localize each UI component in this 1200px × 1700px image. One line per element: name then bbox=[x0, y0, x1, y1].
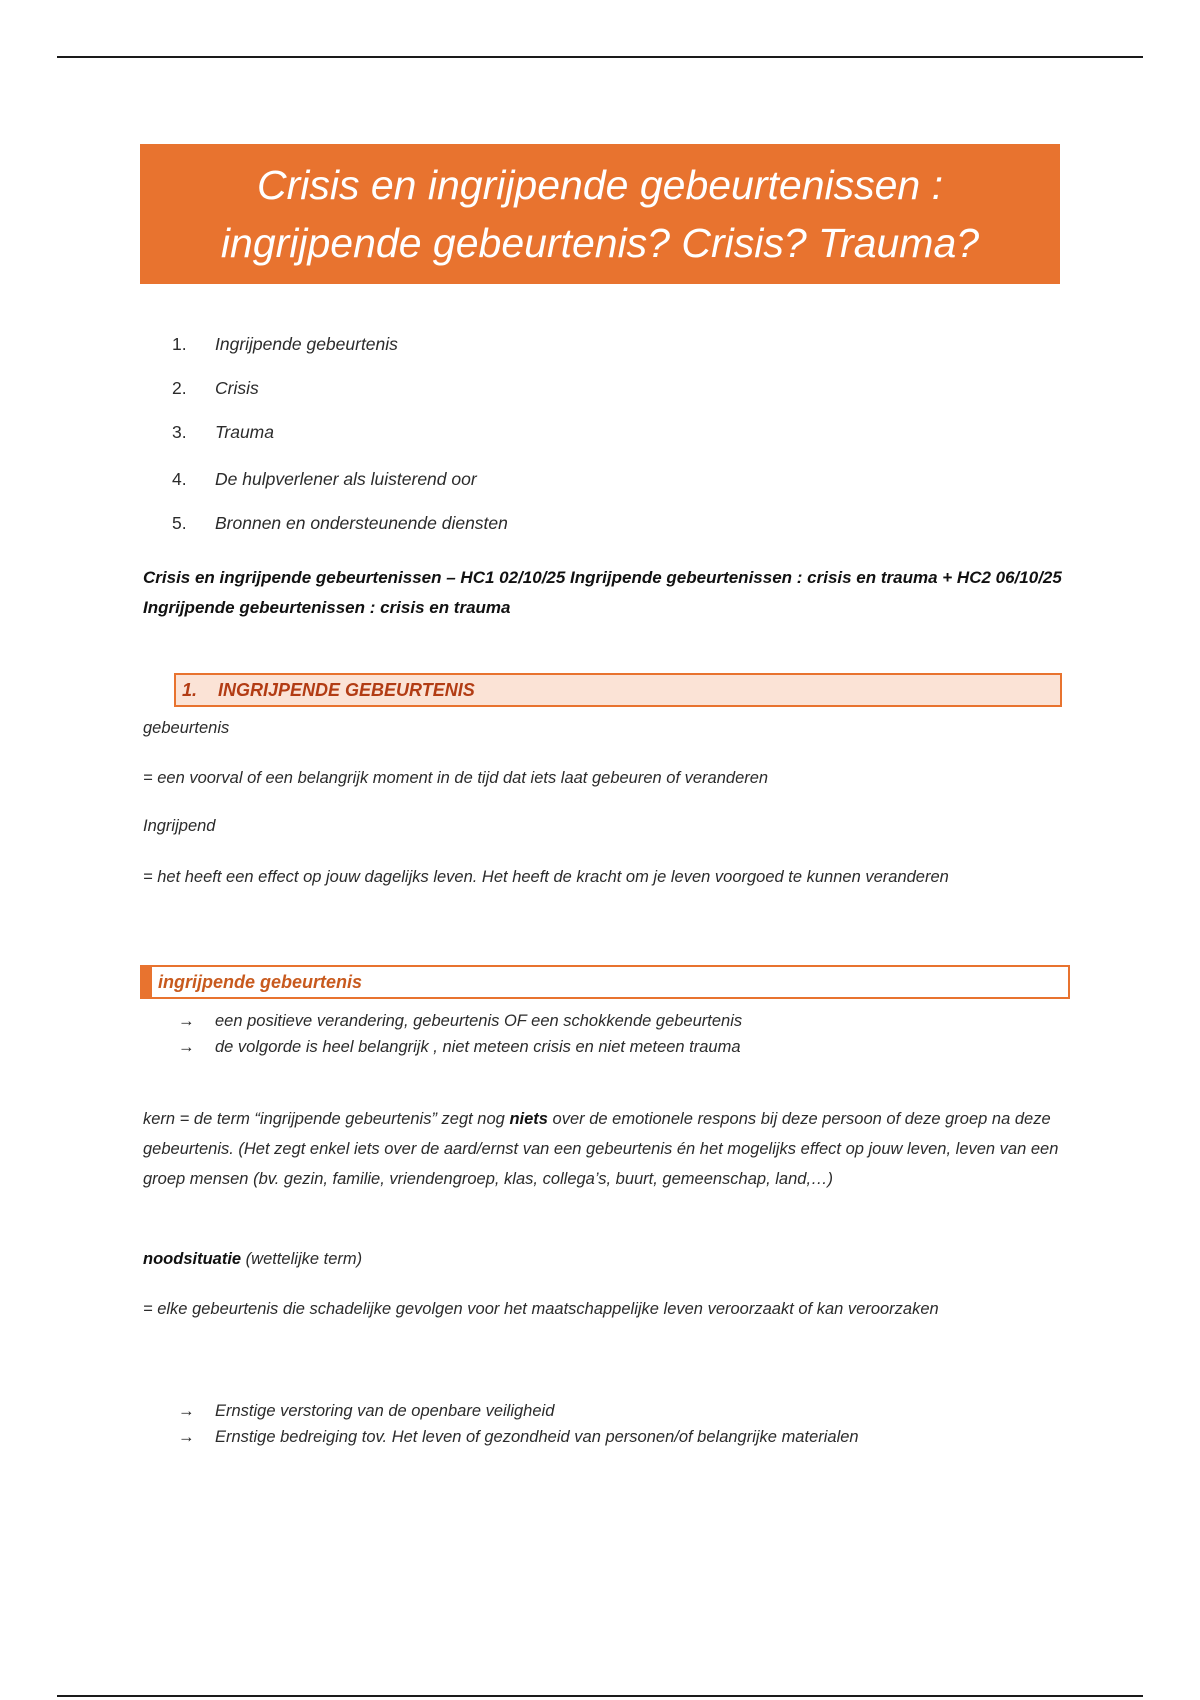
noodsituatie-definition: = elke gebeurtenis die schadelijke gevolgen voor het maatschappelijke leven veroorzaakt of kan veroorzaken bbox=[143, 1300, 939, 1318]
toc-item bbox=[172, 378, 259, 399]
section-number: 1. bbox=[182, 679, 198, 700]
title-banner bbox=[140, 144, 1060, 284]
arrow-right-icon: → bbox=[178, 1428, 195, 1446]
toc-item-number: 2. bbox=[172, 378, 187, 398]
definition-gebeurtenis: = een voorval of een belangrijk moment in de tijd dat iets laat gebeuren of veranderen bbox=[143, 769, 769, 787]
arrow-right-icon: → bbox=[178, 1012, 195, 1030]
list-item-text: de volgorde is heel belangrijk , niet meteen crisis en niet meteen trauma bbox=[215, 1038, 741, 1056]
toc-item bbox=[172, 513, 508, 534]
list-item-text: een positieve verandering, gebeurtenis OF een schokkende gebeurtenis bbox=[215, 1012, 743, 1030]
subsection-heading: ingrijpende gebeurtenis bbox=[140, 965, 1070, 999]
arrow-right-icon: → bbox=[178, 1402, 195, 1420]
page-top-rule bbox=[57, 56, 1143, 58]
toc-item-label: Bronnen en ondersteunende diensten bbox=[215, 513, 508, 533]
section-title: INGRIJPENDE GEBEURTENIS bbox=[218, 679, 475, 700]
arrow-right-icon: → bbox=[178, 1038, 195, 1056]
list-item bbox=[178, 1008, 742, 1034]
toc-item bbox=[172, 334, 398, 355]
kern-emphasis: niets bbox=[509, 1110, 548, 1128]
list-item bbox=[178, 1398, 859, 1424]
title-line-1: Crisis en ingrijpende gebeurtenissen : bbox=[256, 162, 943, 208]
kern-paragraph bbox=[143, 1104, 1068, 1194]
kern-text-start: kern = de term “ingrijpende gebeurtenis” zegt nog bbox=[143, 1110, 510, 1128]
toc-item-label: De hulpverlener als luisterend oor bbox=[215, 469, 477, 489]
toc-item-number: 1. bbox=[172, 334, 187, 354]
toc-item-number: 5. bbox=[172, 513, 187, 533]
term-gebeurtenis: gebeurtenis bbox=[143, 719, 230, 737]
toc-item-label: Ingrijpende gebeurtenis bbox=[215, 334, 398, 354]
toc-item bbox=[172, 469, 477, 490]
noodsituatie-heading bbox=[143, 1250, 362, 1269]
title-line-2: ingrijpende gebeurtenis? Crisis? Trauma? bbox=[220, 220, 980, 266]
noodsituatie-bullets bbox=[178, 1398, 859, 1450]
toc-item bbox=[172, 422, 274, 443]
term-ingrijpend: Ingrijpend bbox=[143, 817, 216, 835]
list-item bbox=[178, 1034, 742, 1060]
list-item-text: Ernstige bedreiging tov. Het leven of gezondheid van personen/of belangrijke materialen bbox=[215, 1428, 859, 1446]
toc-item-label: Crisis bbox=[215, 378, 259, 398]
course-meta: Crisis en ingrijpende gebeurtenissen – HC1 02/10/25 Ingrijpende gebeurtenissen : crisis en trauma + HC2 06/10/25 Ingrijpende gebeurtenissen : crisis en trauma bbox=[143, 568, 1062, 617]
subsection-bullets bbox=[178, 1008, 742, 1060]
page-bottom-rule bbox=[57, 1695, 1143, 1697]
kern-text-end: over de emotionele respons bij deze persoon of deze groep na deze gebeurtenis. (Het zegt enkel iets over de aard/ernst van een gebeurtenis én het mogelijks effect op jouw leven, leven van een groep mensen (bv. gezin, familie, vriendengroep, klas, collega’s, buurt, gemeenschap, land,…) bbox=[143, 1110, 1059, 1188]
definition-ingrijpend: = het heeft een effect op jouw dagelijks leven. Het heeft de kracht om je leven voorgoed te kunnen veranderen bbox=[143, 868, 949, 886]
noodsituatie-term: noodsituatie bbox=[143, 1250, 242, 1268]
toc-item-number: 3. bbox=[172, 422, 187, 442]
section-heading-1 bbox=[174, 673, 1062, 707]
list-item bbox=[178, 1424, 859, 1450]
noodsituatie-qualifier: (wettelijke term) bbox=[241, 1250, 363, 1268]
list-item-text: Ernstige verstoring van de openbare veiligheid bbox=[215, 1402, 555, 1420]
toc-item-label: Trauma bbox=[215, 422, 274, 442]
toc-item-number: 4. bbox=[172, 469, 187, 489]
